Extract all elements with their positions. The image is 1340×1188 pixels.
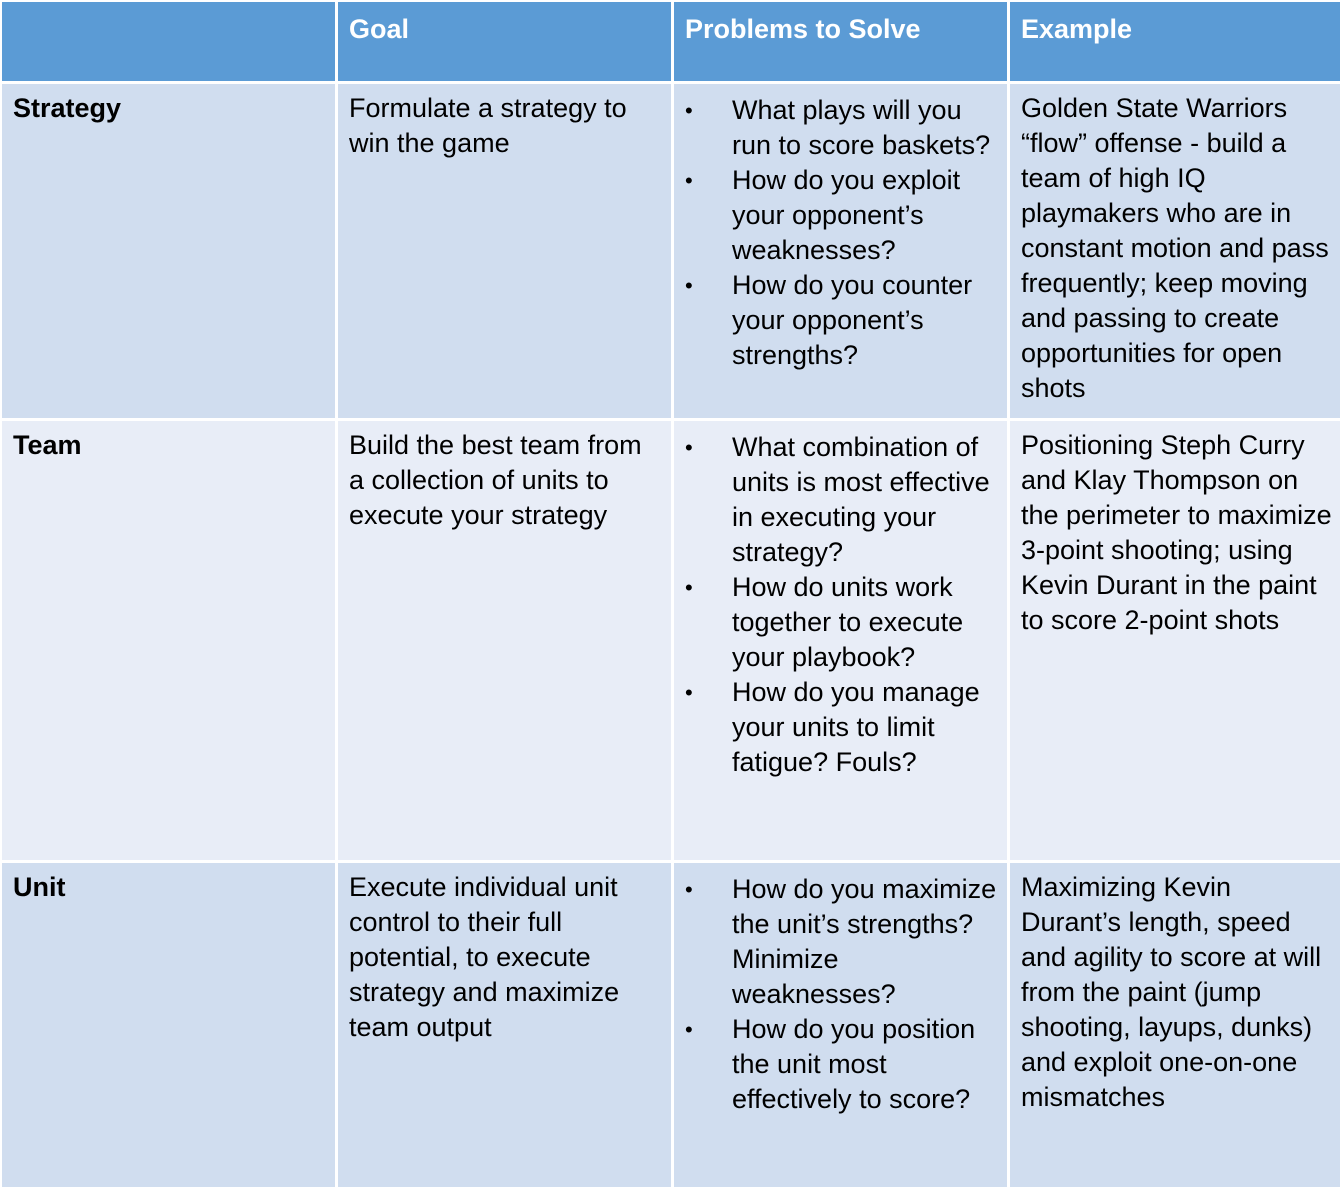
- team-example: Positioning Steph Curry and Klay Thompson on the perimeter to maximize 3-point shooting; using Kevin Durant in the paint to score 2-point shots: [1010, 421, 1340, 860]
- team-problem-list: [685, 430, 1003, 780]
- bullet-icon: •: [685, 273, 693, 298]
- list-item: [685, 163, 1003, 268]
- problem-text: How do you manage your units to limit fatigue? Fouls?: [732, 677, 980, 777]
- problem-text: How do you position the unit most effectively to score?: [732, 1014, 976, 1114]
- bullet-icon: •: [685, 168, 693, 193]
- problem-text: How do units work together to execute your playbook?: [732, 572, 964, 672]
- unit-goal: Execute individual unit control to their full potential, to execute strategy and maximize team output: [338, 863, 671, 1187]
- row-label-strategy: Strategy: [2, 84, 335, 418]
- team-problems: [674, 421, 1007, 860]
- strategy-example: Golden State Warriors “flow” offense - build a team of high IQ playmakers who are in constant motion and pass frequently; keep moving and passing to create opportunities for open shots: [1010, 84, 1340, 418]
- list-item: [685, 268, 1003, 373]
- bullet-icon: •: [685, 680, 693, 705]
- problem-text: What combination of units is most effective in executing your strategy?: [732, 432, 990, 567]
- team-goal: Build the best team from a collection of units to execute your strategy: [338, 421, 671, 860]
- row-label-team: Team: [2, 421, 335, 860]
- bullet-icon: •: [685, 1017, 693, 1042]
- bullet-icon: •: [685, 877, 693, 902]
- problem-text: How do you counter your opponent’s strengths?: [732, 270, 973, 370]
- row-label-unit: Unit: [2, 863, 335, 1187]
- problem-text: What plays will you run to score baskets?: [732, 95, 991, 160]
- bullet-icon: •: [685, 575, 693, 600]
- problem-text: How do you maximize the unit’s strengths? Minimize weaknesses?: [732, 874, 997, 1009]
- header-example: Example: [1010, 2, 1340, 81]
- unit-problem-list: [685, 872, 1003, 1117]
- bullet-icon: •: [685, 98, 693, 123]
- strategy-problem-list: [685, 93, 1003, 373]
- list-item: [685, 872, 1003, 1012]
- header-goal: Goal: [338, 2, 671, 81]
- list-item: [685, 570, 1003, 675]
- list-item: [685, 93, 1003, 163]
- unit-problems: [674, 863, 1007, 1187]
- unit-example: Maximizing Kevin Durant’s length, speed and agility to score at will from the paint (jump shooting, layups, dunks) and exploit one-on-one mismatches: [1010, 863, 1340, 1187]
- strategy-problems: [674, 84, 1007, 418]
- bullet-icon: •: [685, 435, 693, 460]
- strategy-goal: Formulate a strategy to win the game: [338, 84, 671, 418]
- list-item: [685, 1012, 1003, 1117]
- header-corner: [2, 2, 335, 81]
- header-problems: Problems to Solve: [674, 2, 1007, 81]
- problem-text: How do you exploit your opponent’s weaknesses?: [732, 165, 961, 265]
- list-item: [685, 675, 1003, 780]
- list-item: [685, 430, 1003, 570]
